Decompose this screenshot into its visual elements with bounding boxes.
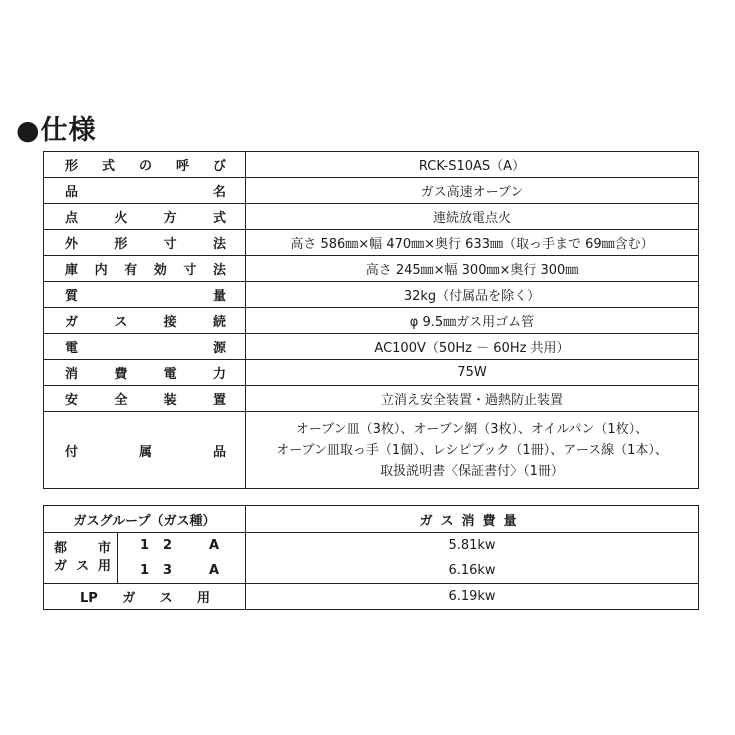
spec-label: 庫内有効寸法 [44, 256, 246, 282]
spec-value: 立消え安全装置・過熱防止装置 [246, 386, 699, 412]
gas-consumption-value: 6.19kw [246, 584, 699, 610]
city-gas-label-line2: ガス用 [54, 559, 111, 574]
spec-row-accessories [44, 412, 699, 489]
spec-row [44, 256, 699, 282]
lp-gas-label: LPガス用 [44, 584, 246, 610]
gas-type-letter: A [208, 563, 219, 578]
spec-label: ガス接続 [44, 308, 246, 334]
spec-row [44, 230, 699, 256]
city-gas-row-13a [44, 558, 699, 584]
spec-row [44, 282, 699, 308]
spec-value: φ 9.5㎜ガス用ゴム管 [246, 308, 699, 334]
spec-label: 形式の呼び [44, 152, 246, 178]
spec-label: 電源 [44, 334, 246, 360]
gas-type-letter: A [208, 538, 219, 553]
spec-row [44, 360, 699, 386]
spec-row [44, 334, 699, 360]
gas-group-header: ガスグループ（ガス種） [44, 506, 246, 533]
spec-label: 点火方式 [44, 204, 246, 230]
spec-value: RCK-S10AS（A） [246, 152, 699, 178]
spec-label: 安全装置 [44, 386, 246, 412]
spec-row [44, 308, 699, 334]
spec-value: 連続放電点火 [246, 204, 699, 230]
page-title: ●仕様 [16, 115, 97, 146]
spec-value: 高さ 245㎜×幅 300㎜×奥行 300㎜ [246, 256, 699, 282]
spec-value: 高さ 586㎜×幅 470㎜×奥行 633㎜（取っ手まで 69㎜含む） [246, 230, 699, 256]
spec-label: 品名 [44, 178, 246, 204]
gas-consumption-table [43, 505, 699, 610]
accessories-list [246, 412, 699, 489]
lp-gas-row [44, 584, 699, 610]
accessories-line: オーブン皿取っ手（1個）、レシピブック（1冊）、アース線（1本）、 [276, 442, 668, 458]
gas-type-12a [118, 533, 246, 559]
gas-type-number: 12 [140, 538, 187, 553]
city-gas-label-line1: 都市 [54, 541, 111, 556]
spec-value: AC100V（50Hz － 60Hz 共用） [246, 334, 699, 360]
city-gas-label [44, 533, 118, 584]
spec-value: 32kg（付属品を除く） [246, 282, 699, 308]
gas-header-row [44, 506, 699, 533]
spec-row [44, 386, 699, 412]
spec-label: 質量 [44, 282, 246, 308]
spec-label: 外形寸法 [44, 230, 246, 256]
spec-value: 75W [246, 360, 699, 386]
gas-consumption-value: 6.16kw [246, 558, 699, 584]
spec-row [44, 204, 699, 230]
gas-consumption-value: 5.81kw [246, 533, 699, 559]
spec-table [43, 151, 699, 489]
city-gas-row-12a [44, 533, 699, 559]
spec-label: 付属品 [44, 412, 246, 489]
gas-type-13a [118, 558, 246, 584]
spec-row [44, 152, 699, 178]
accessories-line: オーブン皿（3枚）、オーブン網（3枚）、オイルパン（1枚）、 [295, 421, 649, 437]
spec-value: ガス高速オーブン [246, 178, 699, 204]
spec-row [44, 178, 699, 204]
spec-label: 消費電力 [44, 360, 246, 386]
accessories-line: 取扱説明書〈保証書付〉（1冊） [380, 463, 564, 479]
gas-consumption-header: ガス消費量 [246, 506, 699, 533]
gas-type-number: 13 [140, 563, 187, 578]
